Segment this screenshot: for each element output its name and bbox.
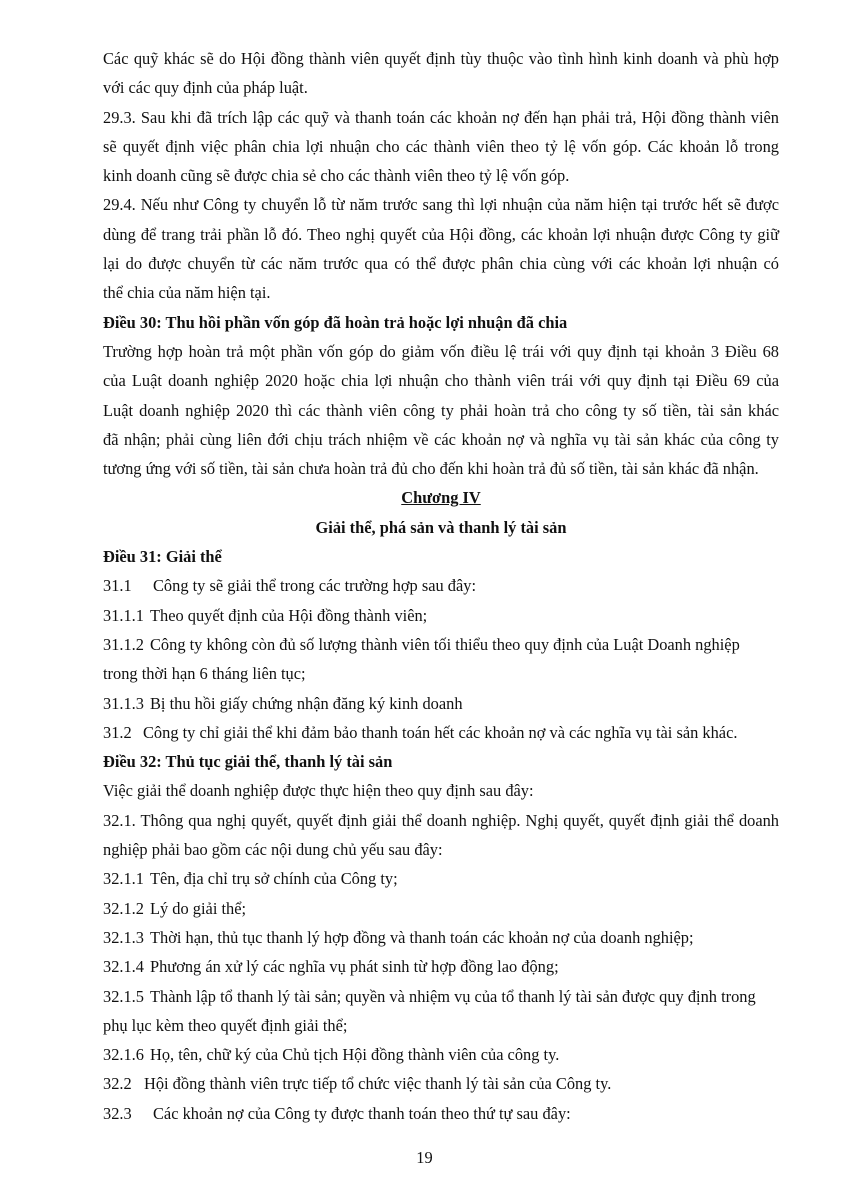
paragraph-line: phụ lục kèm theo quyết định giải thể; (103, 1015, 348, 1035)
list-item (103, 689, 779, 718)
document-body (103, 44, 779, 1128)
list-item (103, 982, 779, 1011)
paragraph-line: sẽ quyết định việc phân chia lợi nhuận cho các thành viên theo tỷ lệ vốn góp. Các khoản lỗ trong (103, 136, 779, 156)
item-number: 32.1.2 (103, 898, 144, 918)
item-number: 32.1.6 (103, 1045, 144, 1065)
item-text: Công ty không còn đủ số lượng thành viên tối thiểu theo quy định của Luật Doanh nghiệp (150, 634, 740, 654)
list-item (103, 864, 779, 893)
item-text: Thành lập tổ thanh lý tài sản; quyền và nhiệm vụ của tổ thanh lý tài sản được quy định trong (150, 986, 756, 1006)
item-number: 32.1.3 (103, 927, 144, 947)
paragraph-line: kinh doanh cũng sẽ được chia sẻ cho các thành viên theo tỷ lệ vốn góp. (103, 166, 570, 186)
item-number: 32.1.4 (103, 957, 144, 977)
paragraph-line: Luật doanh nghiệp 2020 thì các thành viên công ty phải hoàn trả cho công ty số tiền, tài sản khác (103, 400, 779, 420)
paragraph-line: đã nhận; phải cùng liên đới chịu trách nhiệm về các khoản nợ và nghĩa vụ tài sản khác của công ty (103, 429, 779, 449)
item-text: Công ty chỉ giải thể khi đảm bảo thanh toán hết các khoản nợ và các nghĩa vụ tài sản khác. (143, 722, 738, 742)
paragraph-line: trong thời hạn 6 tháng liên tục; (103, 664, 306, 684)
item-text: Lý do giải thể; (150, 898, 247, 918)
item-text: Tên, địa chỉ trụ sở chính của Công ty; (150, 869, 398, 889)
item-number: 31.1.3 (103, 693, 144, 713)
item-text: Công ty sẽ giải thể trong các trường hợp sau đây: (153, 576, 477, 596)
item-text: Bị thu hồi giấy chứng nhận đăng ký kinh doanh (150, 693, 463, 713)
list-item (103, 630, 779, 659)
paragraph-line: Các quỹ khác sẽ do Hội đồng thành viên quyết định tùy thuộc vào tình hình kinh doanh và phù hợp (103, 49, 779, 68)
list-item (103, 952, 779, 981)
paragraph-line: tương ứng với số tiền, tài sản chưa hoàn trả đủ cho đến khi hoàn trả đủ số tiền, tài sản khác đã nhận. (103, 459, 759, 479)
list-item (103, 571, 779, 600)
item-number: 32.2 (103, 1074, 132, 1094)
list-item (103, 601, 779, 630)
item-text: Thời hạn, thủ tục thanh lý hợp đồng và thanh toán các khoản nợ của doanh nghiệp; (150, 927, 694, 947)
item-text: Các khoản nợ của Công ty được thanh toán theo thứ tự sau đây: (153, 1103, 571, 1123)
item-number: 31.1 (103, 576, 132, 596)
paragraph-line: thể chia của năm hiện tại. (103, 283, 271, 303)
paragraph-line: với các quy định của pháp luật. (103, 78, 308, 98)
article-31-heading: Điều 31: Giải thể (103, 547, 222, 567)
clause-32-1-line: 32.1. Thông qua nghị quyết, quyết định giải thể doanh nghiệp. Nghị quyết, quyết định giải thể doanh (103, 810, 779, 830)
chapter-subtitle: Giải thể, phá sản và thanh lý tài sản (315, 517, 567, 537)
list-item (103, 1040, 779, 1069)
item-number: 32.1.1 (103, 869, 144, 889)
item-number: 31.1.1 (103, 605, 144, 625)
item-text: Phương án xử lý các nghĩa vụ phát sinh từ hợp đồng lao động; (150, 957, 559, 977)
item-text: Hội đồng thành viên trực tiếp tổ chức việc thanh lý tài sản của Công ty. (144, 1074, 612, 1094)
item-text: Họ, tên, chữ ký của Chủ tịch Hội đồng thành viên của công ty. (150, 1045, 560, 1065)
page-number: 19 (416, 1148, 433, 1167)
item-text: Theo quyết định của Hội đồng thành viên; (150, 605, 428, 625)
paragraph-line: Trường hợp hoàn trả một phần vốn góp do giảm vốn điều lệ trái với quy định tại khoản 3 Điều 68 (103, 341, 779, 361)
item-number: 32.1.5 (103, 986, 144, 1006)
paragraph-line: của Luật doanh nghiệp 2020 hoặc chia lợi nhuận cho thành viên trái với quy định tại Điều 69 của (103, 371, 779, 391)
list-item (103, 718, 779, 747)
clause-29-4-line: 29.4. Nếu như Công ty chuyển lỗ từ năm trước sang thì lợi nhuận của năm hiện tại trước hết sẽ được (103, 195, 779, 215)
article-32-heading: Điều 32: Thủ tục giải thể, thanh lý tài sản (103, 752, 393, 772)
article-30-heading: Điều 30: Thu hồi phần vốn góp đã hoàn trả hoặc lợi nhuận đã chia (103, 312, 568, 332)
list-item (103, 894, 779, 923)
list-item (103, 1099, 779, 1128)
chapter-heading (103, 483, 779, 512)
list-item (103, 923, 779, 952)
paragraph-line: Việc giải thể doanh nghiệp được thực hiện theo quy định sau đây: (103, 781, 534, 801)
item-number: 31.1.2 (103, 634, 144, 654)
chapter-title: Chương IV (401, 488, 481, 508)
clause-29-3-line: 29.3. Sau khi đã trích lập các quỹ và thanh toán các khoản nợ đến hạn phải trả, Hội đồng thành viên (103, 107, 779, 127)
item-number: 32.3 (103, 1103, 132, 1123)
paragraph-line: lại do được chuyển từ các năm trước qua có thể được phân chia cùng với các khoản lợi nhuận có (103, 254, 779, 274)
item-number: 31.2 (103, 722, 132, 742)
paragraph-line: nghiệp phải bao gồm các nội dung chủ yếu sau đây: (103, 840, 443, 860)
paragraph-line: dùng để trang trải phần lỗ đó. Theo nghị quyết của Hội đồng, các khoản lợi nhuận được Công ty giữ (103, 224, 779, 244)
list-item (103, 1069, 779, 1098)
